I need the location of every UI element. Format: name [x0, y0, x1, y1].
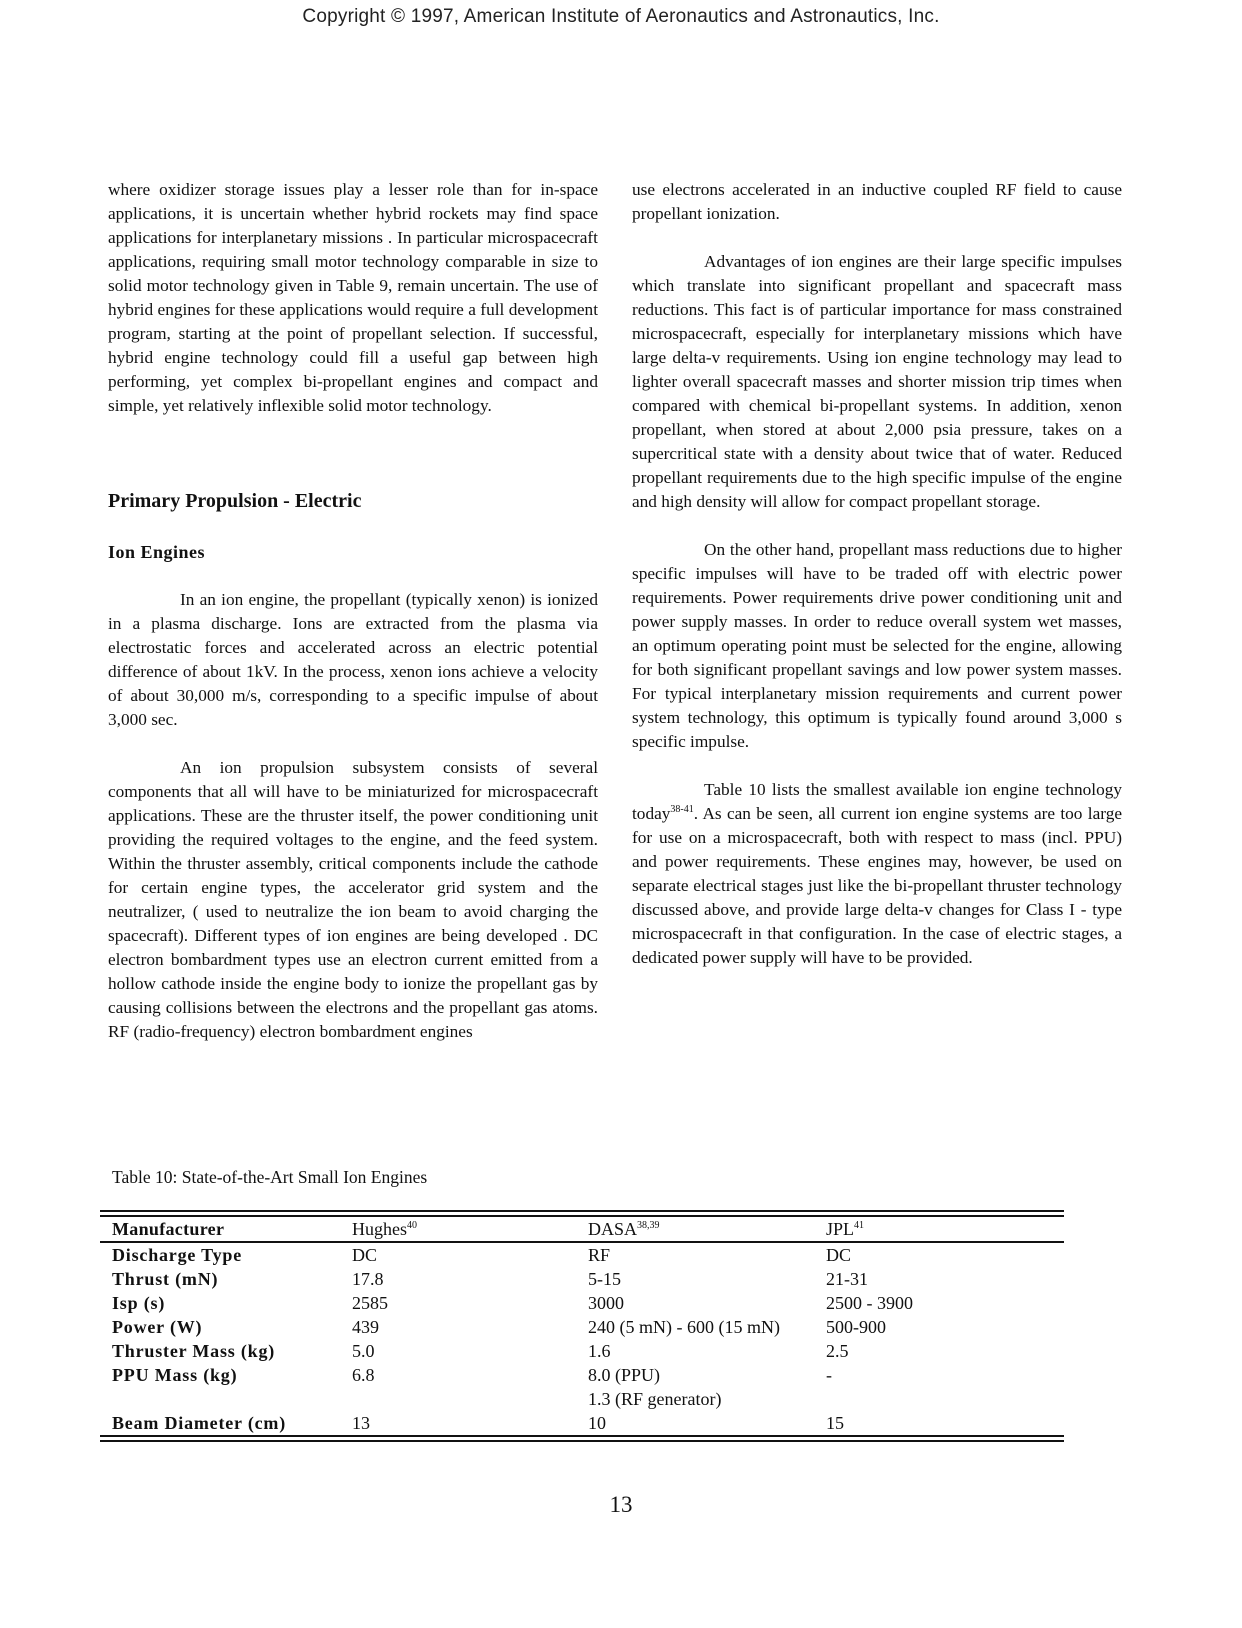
copyright-header: Copyright © 1997, American Institute of Aeronautics and Astronautics, Inc. — [302, 6, 940, 27]
header-dasa — [588, 1217, 826, 1241]
header-hughes — [352, 1217, 588, 1241]
cell-jpl: DC — [826, 1245, 852, 1265]
cell-jpl: 500-900 — [826, 1317, 886, 1337]
table-row — [100, 1363, 1064, 1387]
cell-jpl: 15 — [826, 1413, 844, 1433]
table-row — [100, 1267, 1064, 1291]
table-row — [100, 1339, 1064, 1363]
header-jpl — [826, 1217, 1064, 1241]
table10-text-b: . As can be seen, all current ion engine systems are too large for use on a microspacecraft, both with respect to mass (incl. PPU) and power requirements. These engines may, however, be used on separate electrical stages just like the bi-propellant thruster technology discussed above, and provide large delta-v changes for Class I - type microspacecraft in that configuration. In the case of electric stages, a dedicated power supply will have to be provided. — [632, 804, 1122, 967]
table-row — [100, 1411, 1064, 1435]
ion-engine-paragraph: In an ion engine, the propellant (typically xenon) is ionized in a plasma discharge. Ions are extracted from the plasma via electrostatic forces and accelerated across an electric potential difference of about 1kV. In the process, xenon ions achieve a velocity of about 30,000 m/s, corresponding to a specific impulse of about 3,000 sec. — [108, 590, 598, 729]
cell-hughes: 439 — [352, 1317, 379, 1337]
table10-paragraph — [632, 778, 1122, 970]
table10-text-a: Table 10 lists the smallest available ion engine technology today — [632, 780, 1122, 823]
row-label: Thruster Mass (kg) — [112, 1341, 276, 1361]
table-row — [100, 1315, 1064, 1339]
header-dasa-name: DASA — [588, 1219, 638, 1239]
ion-engines-table — [100, 1210, 1064, 1442]
cell-hughes: 2585 — [352, 1293, 388, 1313]
row-label — [100, 1387, 352, 1411]
continuation-paragraph: use electrons accelerated in an inductive coupled RF field to cause propellant ionization. — [632, 180, 1122, 223]
header-dasa-ref: 38,39 — [637, 1220, 660, 1231]
table-bottom-rule — [100, 1435, 1064, 1442]
header-label: Manufacturer — [112, 1219, 225, 1239]
cell-jpl: 2500 - 3900 — [826, 1293, 913, 1313]
header-hughes-name: Hughes — [352, 1219, 407, 1239]
tradeoff-paragraph: On the other hand, propellant mass reductions due to higher specific impulses will have to be traded off with electric power requirements. Power requirements drive power conditioning unit and power supply masses. In order to reduce overall system wet masses, an optimum operating point must be selected for the engine, allowing for both significant propellant savings and low power system masses. For typical interplanetary mission requirements and current power system technology, this optimum is typically found around 3,000 s specific impulse. — [632, 540, 1122, 751]
row-label: PPU Mass (kg) — [112, 1365, 238, 1385]
table-top-rule — [100, 1210, 1064, 1217]
cell-dasa: 10 — [588, 1413, 606, 1433]
cell-hughes: 13 — [352, 1413, 370, 1433]
row-label: Beam Diameter (cm) — [112, 1413, 286, 1433]
cell-jpl: 2.5 — [826, 1341, 849, 1361]
table-row — [100, 1387, 1064, 1411]
table-header-row — [100, 1217, 1064, 1241]
header-hughes-ref: 40 — [407, 1220, 417, 1231]
cell-jpl: 21-31 — [826, 1269, 868, 1289]
cell-hughes: 17.8 — [352, 1269, 384, 1289]
table-row — [100, 1243, 1064, 1267]
row-label: Discharge Type — [112, 1245, 243, 1265]
cell-dasa: 3000 — [588, 1293, 624, 1313]
row-label: Power (W) — [112, 1317, 203, 1337]
page-number: 13 — [609, 1492, 633, 1517]
section-heading: Primary Propulsion - Electric — [108, 490, 362, 512]
cell-jpl — [826, 1387, 1064, 1411]
cell-hughes: DC — [352, 1245, 378, 1265]
cell-dasa: 1.6 — [588, 1341, 611, 1361]
cell-dasa: 1.3 (RF generator) — [588, 1389, 722, 1409]
cell-hughes: 5.0 — [352, 1341, 375, 1361]
intro-paragraph: where oxidizer storage issues play a lesser role than for in-space applications, it is uncertain whether hybrid rockets may find space applications for interplanetary missions . In particular microspacecraft applications, requiring small motor technology comparable in size to solid motor technology given in Table 9, remain uncertain. The use of hybrid engines for these applications would require a full development program, starting at the point of propellant selection. If successful, hybrid engine technology could fill a useful gap between high performing, yet complex bi-propellant engines and compact and simple, yet relatively inflexible solid motor technology. — [108, 180, 598, 415]
subsection-heading: Ion Engines — [108, 542, 206, 562]
left-column — [108, 178, 598, 1044]
header-jpl-ref: 41 — [854, 1220, 865, 1231]
table-caption: Table 10: State-of-the-Art Small Ion Engines — [112, 1167, 428, 1187]
cell-hughes: 6.8 — [352, 1365, 375, 1385]
table-row — [100, 1291, 1064, 1315]
reference-superscript: 38-41 — [670, 804, 694, 815]
cell-dasa: RF — [588, 1245, 611, 1265]
cell-dasa: 5-15 — [588, 1269, 621, 1289]
cell-dasa: 8.0 (PPU) — [588, 1365, 661, 1385]
header-jpl-name: JPL — [826, 1219, 855, 1239]
row-label: Isp (s) — [112, 1293, 166, 1313]
ion-subsystem-paragraph: An ion propulsion subsystem consists of several components that all will have to be miniaturized for microspacecraft applications. These are the thruster itself, the power conditioning unit providing the required voltages to the engine, and the feed system. Within the thruster assembly, critical components include the cathode for certain engine types, the accelerator grid system and the neutralizer, ( used to neutralize the ion beam to avoid charging the spacecraft). Different types of ion engines are being developed . DC electron bombardment types use an electron current emitted from a hollow cathode inside the engine body to ionize the propellant gas by causing collisions between the electrons and the propellant gas atoms. RF (radio-frequency) electron bombardment engines — [108, 758, 598, 1041]
cell-hughes — [352, 1387, 588, 1411]
cell-dasa: 240 (5 mN) - 600 (15 mN) — [588, 1317, 780, 1337]
advantages-paragraph: Advantages of ion engines are their large specific impulses which translate into significant propellant and spacecraft mass reductions. This fact is of particular importance for mass constrained microspacecraft, especially for interplanetary missions which have large delta-v requirements. Using ion engine technology may lead to lighter overall spacecraft masses and shorter mission trip times when compared with chemical bi-propellant systems. In addition, xenon propellant, when stored at about 2,000 psia pressure, takes on a supercritical state with a density about twice that of water. Reduced propellant requirements due to the high specific impulse of the engine and high density will allow for compact propellant storage. — [632, 252, 1122, 511]
cell-jpl: - — [826, 1365, 832, 1385]
right-column — [632, 178, 1122, 970]
row-label: Thrust (mN) — [112, 1269, 219, 1289]
